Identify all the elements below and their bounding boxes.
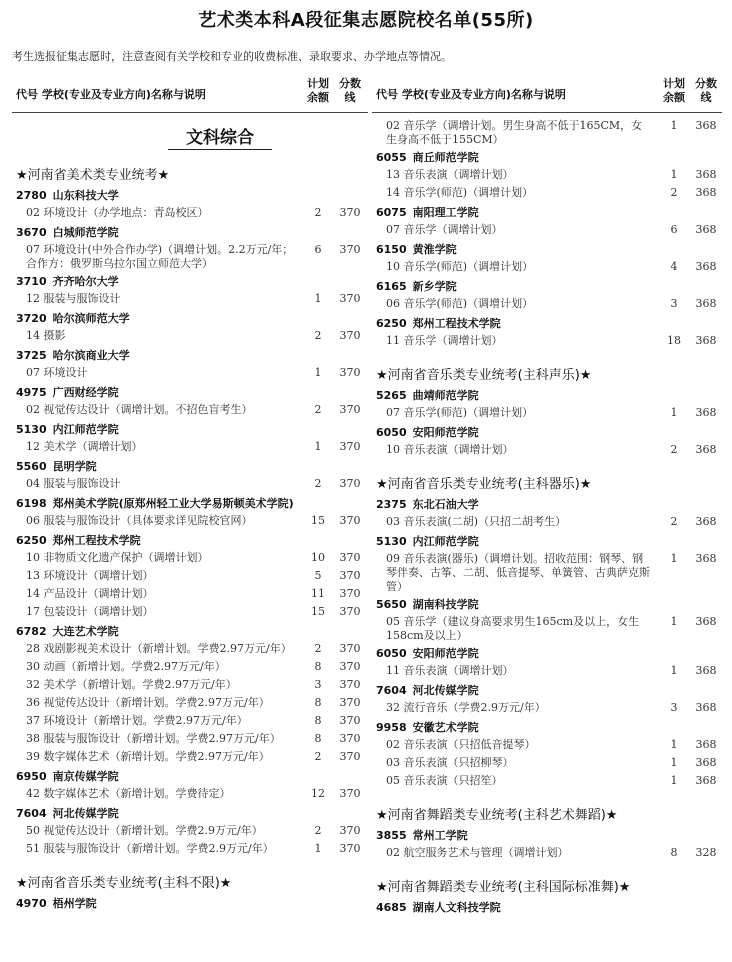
school-title: 广西财经学院 [52, 386, 119, 399]
score-value: 370 [339, 678, 361, 691]
plan-value: 2 [314, 750, 322, 763]
school-list [372, 150, 722, 350]
major-row [372, 166, 722, 184]
school-title: 白城师范学院 [52, 226, 119, 239]
score-value: 370 [339, 329, 361, 342]
score-value: 368 [695, 168, 717, 181]
major-text: 13 音乐表演（调增计划） [386, 168, 514, 181]
school-list [372, 497, 722, 790]
major-row [372, 117, 722, 147]
major-row [12, 512, 368, 530]
plan-value: 12 [311, 787, 325, 800]
school-code: 3855 [376, 829, 407, 842]
plan-value: 10 [311, 551, 325, 564]
major-text: 04 服装与服饰设计 [26, 477, 121, 490]
plan-value: 1 [670, 664, 678, 677]
score-value: 370 [339, 842, 361, 855]
school-name [376, 720, 722, 735]
section-title: ★河南省音乐类专业统考(主科器乐)★ [376, 477, 592, 492]
plan-value: 1 [670, 552, 678, 565]
school-code: 6150 [376, 243, 407, 256]
score-value: 368 [695, 552, 717, 565]
major-row [12, 401, 368, 419]
school-name [376, 646, 722, 661]
school-code: 7604 [16, 807, 47, 820]
major-text: 39 数字媒体艺术（新增计划。学费2.97万元/年） [26, 750, 270, 763]
school-code: 5130 [16, 423, 47, 436]
major-row [12, 567, 368, 585]
score-value: 368 [695, 297, 717, 310]
school-code: 5650 [376, 598, 407, 611]
major-row [372, 184, 722, 202]
school-name [16, 311, 368, 326]
school-title: 山东科技大学 [52, 189, 119, 202]
school-title: 湖南科技学院 [412, 598, 479, 611]
school-title: 河北传媒学院 [412, 684, 479, 697]
major-row [12, 730, 368, 748]
school-title: 内江师范学院 [412, 535, 479, 548]
major-row [372, 550, 722, 594]
major-row [12, 712, 368, 730]
school-list [372, 828, 722, 862]
major-row [372, 613, 722, 643]
school-title: 河北传媒学院 [52, 807, 119, 820]
major-row [12, 603, 368, 621]
score-value: 368 [695, 774, 717, 787]
school-title: 新乡学院 [412, 280, 457, 293]
school-title: 郑州工程技术学院 [52, 534, 141, 547]
score-value: 370 [339, 587, 361, 600]
school-code: 6050 [376, 426, 407, 439]
score-value: 370 [339, 403, 361, 416]
school-name [16, 459, 368, 474]
score-value: 370 [339, 605, 361, 618]
plan-value: 15 [311, 514, 325, 527]
major-row [372, 404, 722, 422]
major-text: 32 美术学（新增计划。学费2.97万元/年） [26, 678, 237, 691]
score-value: 368 [695, 701, 717, 714]
school-name [16, 533, 368, 548]
school-title: 东北石油大学 [412, 498, 479, 511]
major-text: 07 音乐学（调增计划） [386, 223, 503, 236]
score-value: 368 [695, 664, 717, 677]
school-code: 6950 [16, 770, 47, 783]
plan-value: 1 [670, 406, 678, 419]
plan-value: 2 [314, 206, 322, 219]
school-code: 5130 [376, 535, 407, 548]
school-code: 3725 [16, 349, 47, 362]
plan-value: 15 [311, 605, 325, 618]
score-value: 368 [695, 119, 717, 132]
major-text: 36 视觉传达设计（新增计划。学费2.97万元/年） [26, 696, 270, 709]
score-value: 370 [339, 440, 361, 453]
major-row [12, 364, 368, 382]
section-title: ★河南省舞蹈类专业统考(主科国际标准舞)★ [376, 880, 631, 895]
major-row [372, 844, 722, 862]
score-value: 368 [695, 260, 717, 273]
school-name [16, 274, 368, 289]
school-name [376, 388, 722, 403]
plan-value: 18 [667, 334, 681, 347]
header-plan: 计划 余额 [307, 77, 329, 104]
school-name [16, 348, 368, 363]
score-value: 368 [695, 738, 717, 751]
school-title: 安阳师范学院 [412, 647, 479, 660]
school-title: 南京传媒学院 [52, 770, 119, 783]
score-value: 370 [339, 477, 361, 490]
school-name: 4970 梧州学院 [16, 897, 97, 910]
plan-value: 8 [314, 714, 322, 727]
major-text: 03 音乐表演(二胡)（只招二胡考生） [386, 515, 567, 528]
plan-value: 1 [314, 366, 322, 379]
major-text: 38 服装与服饰设计（新增计划。学费2.97万元/年） [26, 732, 281, 745]
plan-value: 1 [314, 292, 322, 305]
school-code: 6050 [376, 647, 407, 660]
school-name [376, 683, 722, 698]
plan-value: 2 [314, 403, 322, 416]
major-text: 10 非物质文化遗产保护（调增计划） [26, 551, 209, 564]
school-code: 6055 [376, 151, 407, 164]
score-value: 370 [339, 642, 361, 655]
school-name [16, 806, 368, 821]
major-text: 17 包装设计（调增计划） [26, 605, 154, 618]
major-text: 10 音乐学(师范)（调增计划） [386, 260, 534, 273]
plan-value: 2 [670, 186, 678, 199]
school-name [16, 188, 368, 203]
plan-value: 4 [670, 260, 678, 273]
score-value: 370 [339, 243, 361, 256]
plan-value: 2 [314, 642, 322, 655]
score-value: 328 [695, 846, 717, 859]
score-value: 370 [339, 714, 361, 727]
plan-value: 3 [314, 678, 322, 691]
school-code: 3710 [16, 275, 47, 288]
school-title: 昆明学院 [52, 460, 97, 473]
left-column [12, 74, 368, 912]
score-value: 368 [695, 186, 717, 199]
major-text: 14 产品设计（调增计划） [26, 587, 154, 600]
major-text: 09 音乐表演(器乐)（调增计划。招收范围：钢琴、钢琴伴奏、古筝、二胡、低音提琴、单簧管、古典萨克斯管） [386, 552, 650, 593]
major-text: 02 音乐表演（只招低音提琴） [386, 738, 536, 751]
school-title: 大连艺术学院 [52, 625, 119, 638]
major-row [372, 332, 722, 350]
school-code: 6165 [376, 280, 407, 293]
school-title: 常州工学院 [412, 829, 468, 842]
header-score: 分数 线 [339, 77, 361, 104]
major-text: 06 服装与服饰设计（具体要求详见院校官网） [26, 514, 253, 527]
major-row [12, 327, 368, 345]
school-code: 9958 [376, 721, 407, 734]
school-title: 安徽艺术学院 [412, 721, 479, 734]
major-text: 37 环境设计（新增计划。学费2.97万元/年） [26, 714, 248, 727]
school-code: 6075 [376, 206, 407, 219]
major-text: 12 美术学（调增计划） [26, 440, 143, 453]
header-plan: 计划 余额 [663, 77, 685, 104]
plan-value: 2 [314, 329, 322, 342]
major-row [372, 513, 722, 531]
major-text: 06 音乐学(师范)（调增计划） [386, 297, 534, 310]
major-row [372, 221, 722, 239]
plan-value: 6 [314, 243, 322, 256]
major-row [12, 676, 368, 694]
plan-value: 1 [314, 440, 322, 453]
school-title: 哈尔滨商业大学 [52, 349, 130, 362]
school-name: 4685 湖南人文科技学院 [376, 901, 501, 914]
major-row [12, 204, 368, 222]
school-name [376, 150, 722, 165]
school-name [376, 534, 722, 549]
school-name [376, 242, 722, 257]
school-list [12, 188, 368, 858]
score-value: 370 [339, 514, 361, 527]
school-title: 郑州工程技术学院 [412, 317, 501, 330]
section-title: ★河南省美术类专业统考★ [16, 168, 170, 183]
school-code: 3720 [16, 312, 47, 325]
school-title: 曲靖师范学院 [412, 389, 479, 402]
plan-value: 8 [670, 846, 678, 859]
school-code: 3670 [16, 226, 47, 239]
school-name [16, 385, 368, 400]
school-title: 商丘师范学院 [412, 151, 479, 164]
score-value: 370 [339, 732, 361, 745]
score-value: 370 [339, 206, 361, 219]
major-row [12, 475, 368, 493]
school-name [376, 205, 722, 220]
major-text: 03 音乐表演（只招柳琴） [386, 756, 514, 769]
right-column [372, 74, 722, 916]
major-row [12, 658, 368, 676]
school-code: 5265 [376, 389, 407, 402]
major-text: 30 动画（新增计划。学费2.97万元/年） [26, 660, 226, 673]
major-text: 28 戏剧影视美术设计（新增计划。学费2.97万元/年） [26, 642, 292, 655]
plan-value: 1 [670, 738, 678, 751]
school-code: 5560 [16, 460, 47, 473]
score-value: 368 [695, 406, 717, 419]
plan-value: 2 [314, 824, 322, 837]
major-row [372, 662, 722, 680]
section-title: ★河南省音乐类专业统考(主科声乐)★ [376, 368, 592, 383]
column-header [372, 74, 722, 113]
major-row [372, 258, 722, 276]
school-code: 6198 [16, 497, 47, 510]
plan-value: 8 [314, 696, 322, 709]
school-name [376, 316, 722, 331]
major-row [12, 840, 368, 858]
major-text: 07 环境设计(中外合作办学)（调增计划。2.2万元/年；合作方：俄罗斯乌拉尔国立师范大学） [26, 243, 294, 270]
plan-value: 3 [670, 701, 678, 714]
major-text: 14 摄影 [26, 329, 66, 342]
school-code: 4975 [16, 386, 47, 399]
plan-value: 2 [314, 477, 322, 490]
header-score: 分数 线 [695, 77, 717, 104]
major-text: 42 数字媒体艺术（新增计划。学费待定） [26, 787, 231, 800]
plan-value: 1 [670, 756, 678, 769]
major-text: 11 音乐表演（调增计划） [386, 664, 514, 677]
school-name [376, 425, 722, 440]
major-text: 02 视觉传达设计（调增计划。不招色盲考生） [26, 403, 253, 416]
major-row [12, 822, 368, 840]
plan-value: 11 [311, 587, 325, 600]
major-row [372, 754, 722, 772]
school-title: 南阳理工学院 [412, 206, 479, 219]
school-name [376, 497, 722, 512]
major-row [372, 736, 722, 754]
major-text: 13 环境设计（调增计划） [26, 569, 154, 582]
school-name [16, 624, 368, 639]
major-text: 14 音乐学(师范)（调增计划） [386, 186, 534, 199]
header-name: 代号 学校(专业及专业方向)名称与说明 [376, 88, 566, 101]
major-row [12, 694, 368, 712]
column-header [12, 74, 368, 113]
major-row [12, 290, 368, 308]
school-name [376, 597, 722, 612]
major-text: 07 音乐学(师范)（调增计划） [386, 406, 534, 419]
school-code: 2780 [16, 189, 47, 202]
score-value: 368 [695, 615, 717, 628]
major-text: 02 航空服务艺术与管理（调增计划） [386, 846, 569, 859]
school-title: 哈尔滨师范大学 [52, 312, 130, 325]
plan-value: 3 [670, 297, 678, 310]
score-value: 370 [339, 660, 361, 673]
major-text: 50 视觉传达设计（新增计划。学费2.9万元/年） [26, 824, 263, 837]
plan-value: 8 [314, 660, 322, 673]
plan-value: 1 [670, 168, 678, 181]
major-row [12, 585, 368, 603]
major-row [372, 699, 722, 717]
school-code: 7604 [376, 684, 407, 697]
plan-value: 1 [670, 615, 678, 628]
section-title: ★河南省舞蹈类专业统考(主科艺术舞蹈)★ [376, 808, 618, 823]
major-row [372, 772, 722, 790]
plan-value: 1 [670, 119, 678, 132]
major-row [12, 438, 368, 456]
score-value: 368 [695, 443, 717, 456]
school-code: 2375 [376, 498, 407, 511]
major-text: 05 音乐学（建议身高要求男生165cm及以上，女生158cm及以上） [386, 615, 640, 642]
school-name [376, 828, 722, 843]
plan-value: 5 [314, 569, 322, 582]
plan-value: 1 [670, 774, 678, 787]
major-text: 11 音乐学（调增计划） [386, 334, 503, 347]
score-value: 370 [339, 696, 361, 709]
score-value: 368 [695, 223, 717, 236]
major-text: 12 服装与服饰设计 [26, 292, 121, 305]
school-name [16, 496, 368, 511]
major-text: 51 服装与服饰设计（新增计划。学费2.9万元/年） [26, 842, 274, 855]
page-title: 艺术类本科A段征集志愿院校名单(55所) [198, 10, 534, 31]
major-text: 02 音乐学（调增计划。男生身高不低于165CM，女生身高不低于155CM） [386, 119, 643, 146]
school-title: 内江师范学院 [52, 423, 119, 436]
score-value: 370 [339, 551, 361, 564]
school-code: 6782 [16, 625, 47, 638]
school-title: 安阳师范学院 [412, 426, 479, 439]
major-row [372, 295, 722, 313]
school-title: 黄淮学院 [412, 243, 457, 256]
plan-value: 6 [670, 223, 678, 236]
school-code: 6250 [16, 534, 47, 547]
major-row [12, 241, 368, 271]
major-row [12, 785, 368, 803]
school-name [376, 279, 722, 294]
major-row [12, 549, 368, 567]
school-name [16, 422, 368, 437]
score-value: 368 [695, 334, 717, 347]
score-value: 370 [339, 366, 361, 379]
score-value: 370 [339, 787, 361, 800]
plan-value: 2 [670, 515, 678, 528]
header-name: 代号 学校(专业及专业方向)名称与说明 [16, 88, 206, 101]
score-value: 368 [695, 756, 717, 769]
score-value: 368 [695, 515, 717, 528]
major-row [372, 441, 722, 459]
plan-value: 8 [314, 732, 322, 745]
score-value: 370 [339, 292, 361, 305]
notice-text: 考生选报征集志愿时，注意查阅有关学校和专业的收费标准、录取要求、办学地点等情况。 [12, 50, 452, 63]
section-title: ★河南省音乐类专业统考(主科不限)★ [16, 876, 232, 891]
school-name [16, 225, 368, 240]
major-row [12, 640, 368, 658]
major-text: 07 环境设计 [26, 366, 88, 379]
school-name [16, 769, 368, 784]
school-title: 郑州美术学院(原郑州轻工业大学易斯顿美术学院) [52, 497, 294, 510]
plan-value: 2 [670, 443, 678, 456]
score-value: 370 [339, 750, 361, 763]
school-title: 齐齐哈尔大学 [52, 275, 119, 288]
score-value: 370 [339, 569, 361, 582]
major-row [12, 748, 368, 766]
school-list [372, 388, 722, 459]
major-text: 10 音乐表演（调增计划） [386, 443, 514, 456]
plan-value: 1 [314, 842, 322, 855]
score-value: 370 [339, 824, 361, 837]
category-heading: 文科综合 [12, 121, 368, 150]
major-text: 02 环境设计（办学地点：青岛校区） [26, 206, 209, 219]
major-text: 05 音乐表演（只招笙） [386, 774, 503, 787]
school-code: 6250 [376, 317, 407, 330]
major-text: 32 流行音乐（学费2.9万元/年） [386, 701, 546, 714]
